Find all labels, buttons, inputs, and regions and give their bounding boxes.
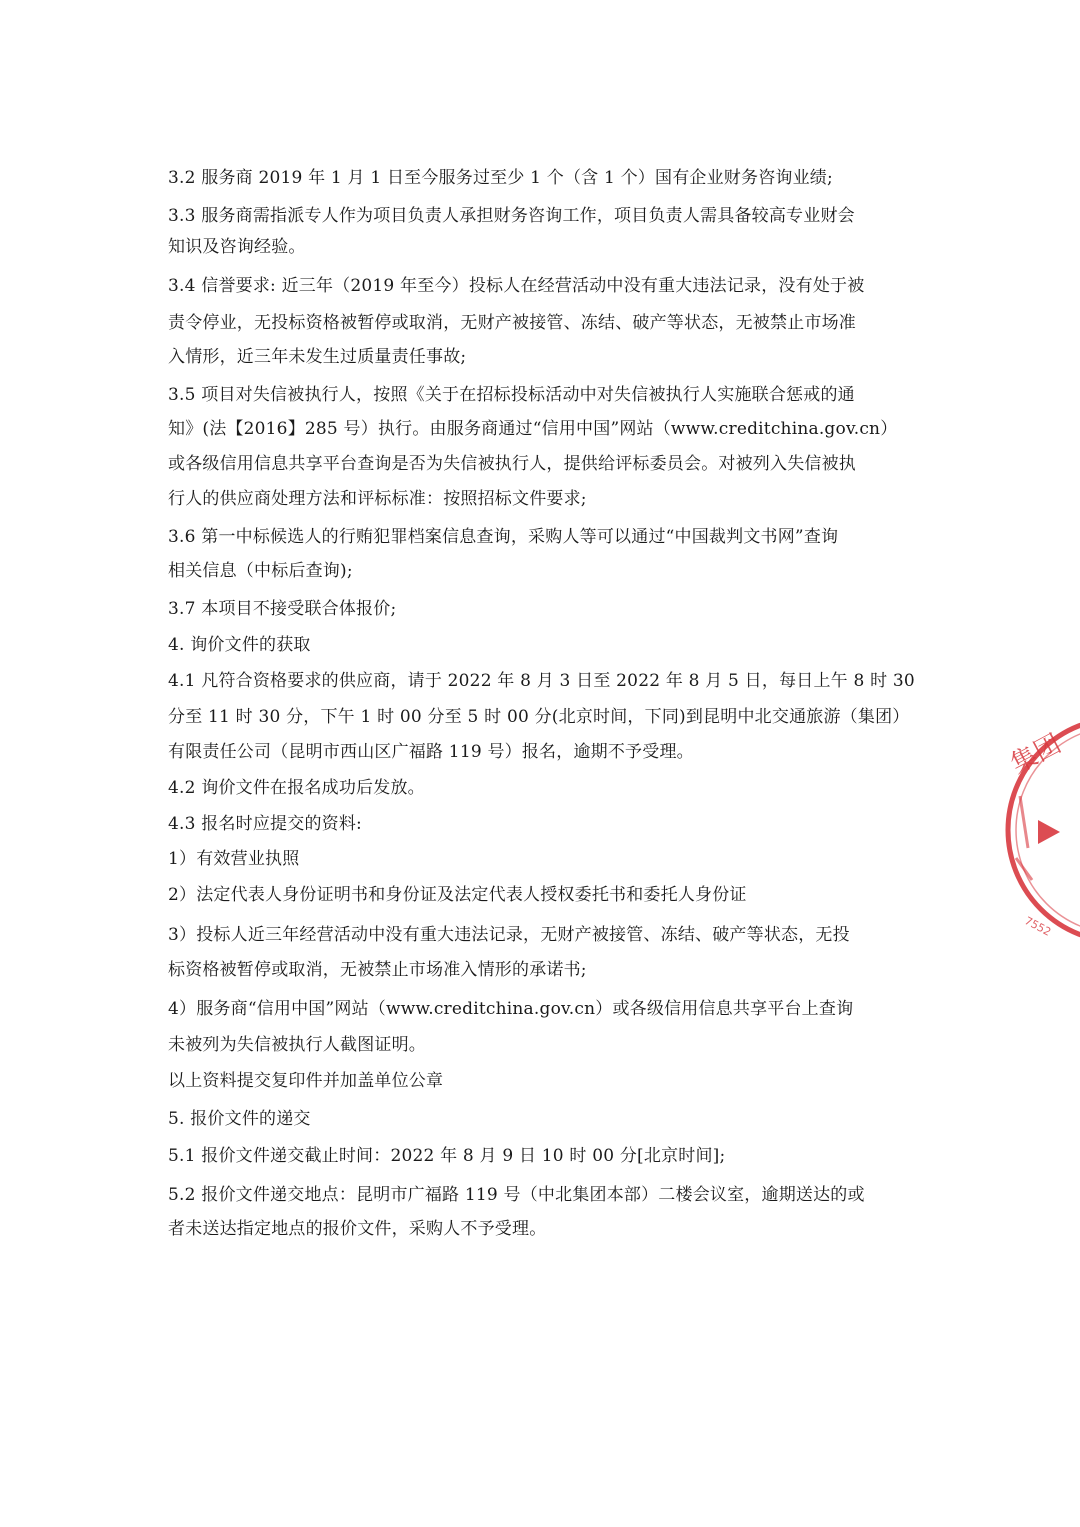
text-line: 3）投标人近三年经营活动中没有重大违法记录，无财产被接管、冻结、破产等状态，无投 <box>168 925 850 945</box>
text-line: 知》(法【2016】285 号）执行。由服务商通过“信用中国”网站（www.creditchina.gov.cn） <box>168 419 898 439</box>
text-line: 或各级信用信息共享平台查询是否为失信被执行人，提供给评标委员会。对被列入失信被执 <box>168 454 856 474</box>
text-line: 4）服务商“信用中国”网站（www.creditchina.gov.cn）或各级信用信息共享平台上查询 <box>168 999 854 1019</box>
text-line: 4.1 凡符合资格要求的供应商，请于 2022 年 8 月 3 日至 2022 年 8 月 5 日，每日上午 8 时 30 <box>168 671 915 691</box>
text-line: 1）有效营业执照 <box>168 849 300 869</box>
text-line: 5.1 报价文件递交截止时间：2022 年 8 月 9 日 10 时 00 分[北京时间]; <box>168 1146 726 1166</box>
text-line: 3.4 信誉要求: 近三年（2019 年至今）投标人在经营活动中没有重大违法记录，没有处于被 <box>168 276 865 296</box>
text-line: 3.7 本项目不接受联合体报价; <box>168 599 397 619</box>
text-line: 者未送达指定地点的报价文件，采购人不予受理。 <box>168 1219 547 1239</box>
section-heading: 5. 报价文件的递交 <box>168 1109 311 1129</box>
text-line: 行人的供应商处理方法和评标标准：按照招标文件要求; <box>168 489 587 509</box>
text-line: 4.2 询价文件在报名成功后发放。 <box>168 778 425 798</box>
seal-text: 集团 <box>1006 729 1067 780</box>
text-line: 知识及咨询经验。 <box>168 237 306 257</box>
text-line: 4.3 报名时应提交的资料: <box>168 814 362 834</box>
section-heading: 4. 询价文件的获取 <box>168 635 311 655</box>
company-seal-stamp <box>998 708 1080 953</box>
seal-star-icon <box>1038 820 1060 844</box>
text-line: 责令停业，无投标资格被暂停或取消，无财产被接管、冻结、破产等状态，无被禁止市场准 <box>168 313 856 333</box>
text-line: 2）法定代表人身份证明书和身份证及法定代表人授权委托书和委托人身份证 <box>168 885 747 905</box>
text-line: 3.6 第一中标候选人的行贿犯罪档案信息查询，采购人等可以通过“中国裁判文书网”查询 <box>168 527 839 547</box>
text-line: 标资格被暂停或取消，无被禁止市场准入情形的承诺书; <box>168 960 587 980</box>
text-line: 3.2 服务商 2019 年 1 月 1 日至今服务过至少 1 个（含 1 个）国有企业财务咨询业绩; <box>168 168 833 188</box>
text-line: 3.5 项目对失信被执行人，按照《关于在招标投标活动中对失信被执行人实施联合惩戒的通 <box>168 385 855 405</box>
document-body <box>168 162 915 1246</box>
text-line: 有限责任公司（昆明市西山区广福路 119 号）报名，逾期不予受理。 <box>168 742 694 762</box>
seal-number: 7552 <box>1022 914 1054 939</box>
text-line: 5.2 报价文件递交地点：昆明市广福路 119 号（中北集团本部）二楼会议室，逾期送达的或 <box>168 1185 865 1205</box>
text-line: 分至 11 时 30 分，下午 1 时 00 分至 5 时 00 分(北京时间，下同)到昆明中北交通旅游（集团） <box>168 707 910 727</box>
text-line: 相关信息（中标后查询); <box>168 561 353 581</box>
text-line: 以上资料提交复印件并加盖单位公章 <box>168 1071 444 1091</box>
text-line: 入情形，近三年未发生过质量责任事故; <box>168 347 467 367</box>
text-line: 未被列为失信被执行人截图证明。 <box>168 1035 426 1055</box>
seal-graphic <box>998 708 1080 953</box>
text-line: 3.3 服务商需指派专人作为项目负责人承担财务咨询工作，项目负责人需具备较高专业财会 <box>168 206 855 226</box>
